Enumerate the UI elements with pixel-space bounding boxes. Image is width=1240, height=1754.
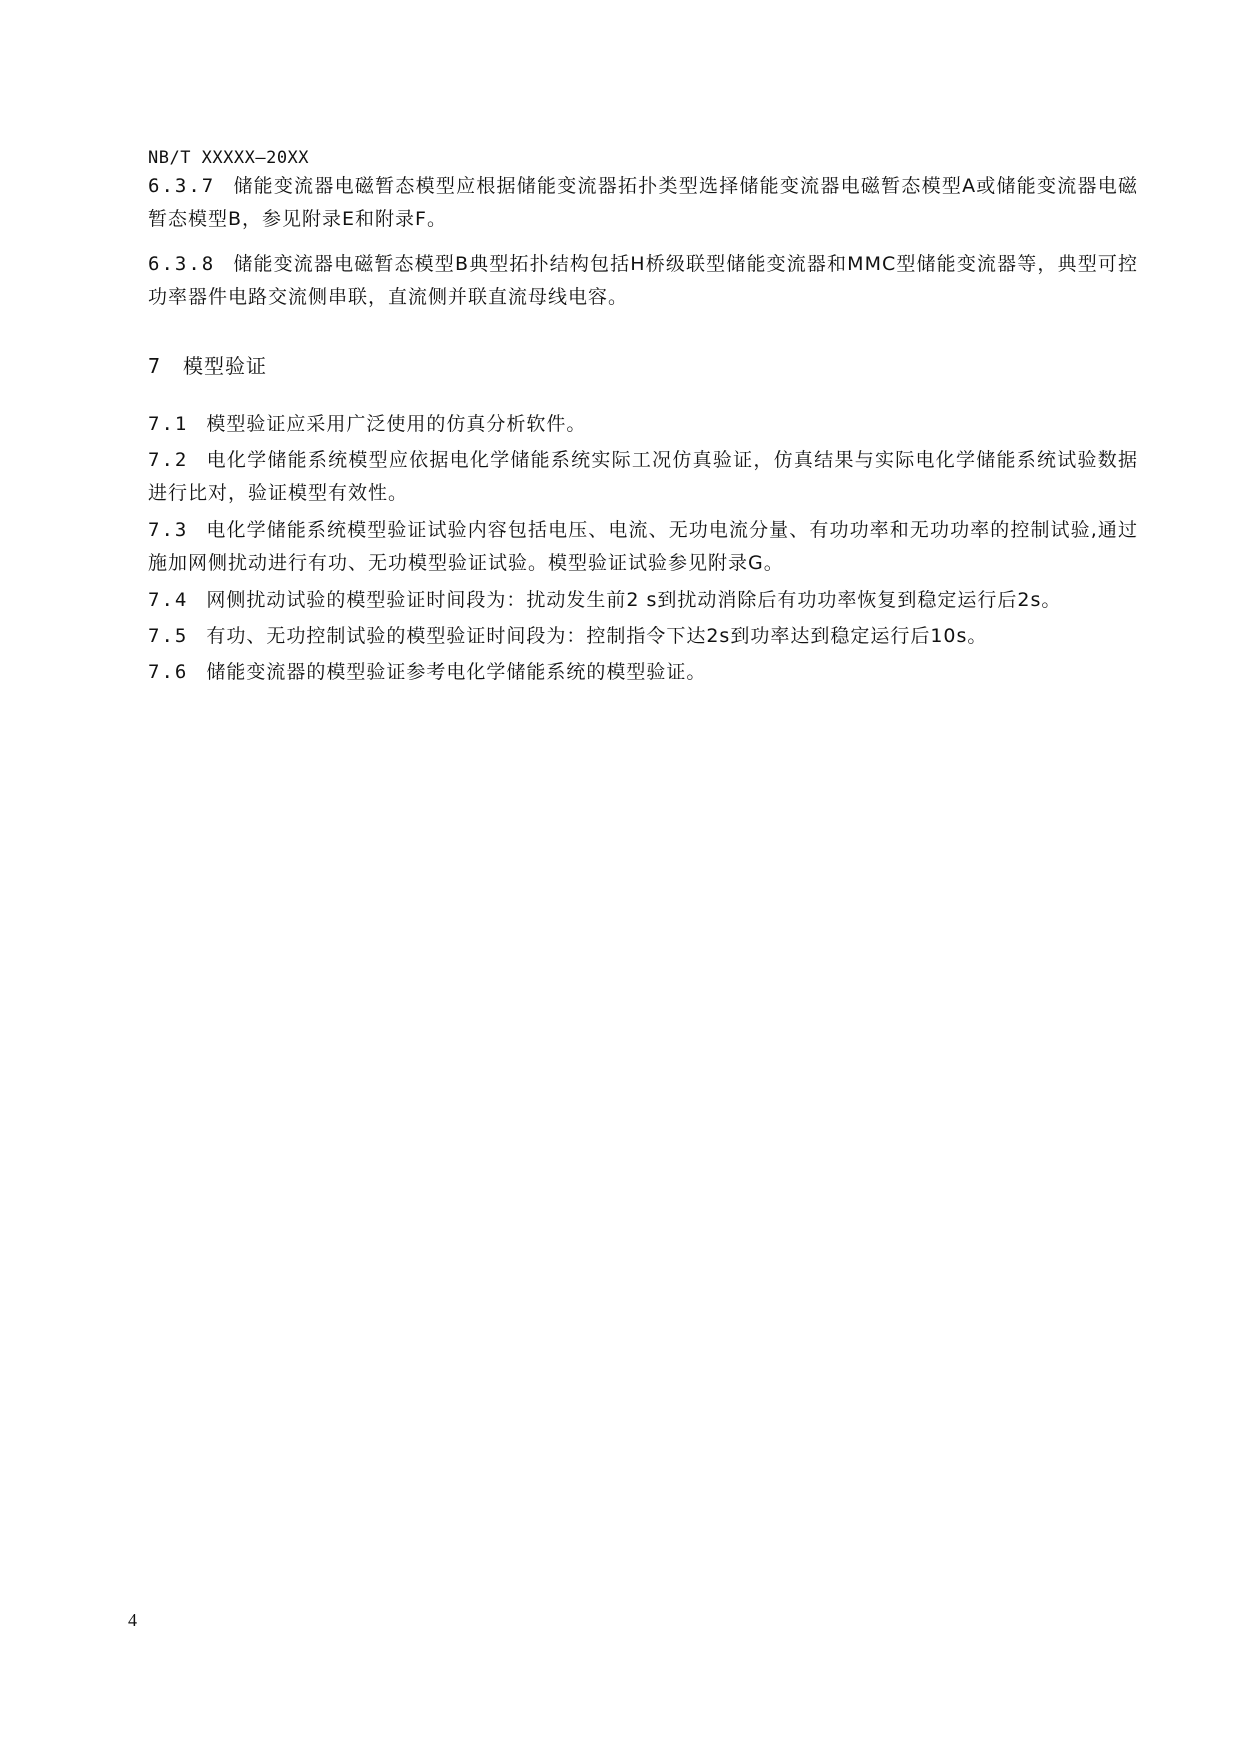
document-code: NB/T XXXXX—20XX: [148, 148, 310, 168]
clause-number: 7.3: [148, 519, 189, 541]
clause-number: 7.4: [148, 589, 189, 611]
section-number: 7: [148, 354, 162, 378]
clause-7-4: [148, 584, 1138, 617]
clause-7-2: [148, 444, 1138, 510]
clause-6-3-8: [148, 248, 1138, 314]
clause-7-3: [148, 514, 1138, 580]
clause-number: 7.2: [148, 449, 189, 471]
clause-text: 储能变流器电磁暂态模型B典型拓扑结构包括H桥级联型储能变流器和MMC型储能变流器等，典型可控功率器件电路交流侧串联，直流侧并联直流母线电容。: [148, 253, 1138, 308]
section-heading-7: [148, 350, 267, 379]
clause-number: 7.6: [148, 661, 189, 683]
clause-text: 网侧扰动试验的模型验证时间段为：扰动发生前2 s到扰动消除后有功功率恢复到稳定运行后2s。: [206, 589, 1062, 611]
clause-6-3-7: [148, 170, 1138, 236]
clause-number: 6.3.8: [148, 253, 216, 275]
clause-number: 7.1: [148, 413, 189, 435]
clause-text: 电化学储能系统模型验证试验内容包括电压、电流、无功电流分量、有功功率和无功功率的控制试验,通过施加网侧扰动进行有功、无功模型验证试验。模型验证试验参见附录G。: [148, 519, 1138, 574]
clause-text: 储能变流器电磁暂态模型应根据储能变流器拓扑类型选择储能变流器电磁暂态模型A或储能变流器电磁暂态模型B，参见附录E和附录F。: [148, 175, 1138, 230]
clause-number: 7.5: [148, 625, 189, 647]
clause-7-6: [148, 656, 1138, 689]
page-number: 4: [128, 1610, 137, 1630]
clause-number: 6.3.7: [148, 175, 216, 197]
clause-text: 储能变流器的模型验证参考电化学储能系统的模型验证。: [206, 661, 707, 683]
clause-text: 有功、无功控制试验的模型验证时间段为：控制指令下达2s到功率达到稳定运行后10s。: [206, 625, 988, 647]
clause-text: 电化学储能系统模型应依据电化学储能系统实际工况仿真验证，仿真结果与实际电化学储能系统试验数据进行比对，验证模型有效性。: [148, 449, 1138, 504]
clause-7-1: [148, 408, 1138, 441]
section-title: 模型验证: [183, 354, 268, 378]
clause-7-5: [148, 620, 1138, 653]
clause-text: 模型验证应采用广泛使用的仿真分析软件。: [206, 413, 587, 435]
